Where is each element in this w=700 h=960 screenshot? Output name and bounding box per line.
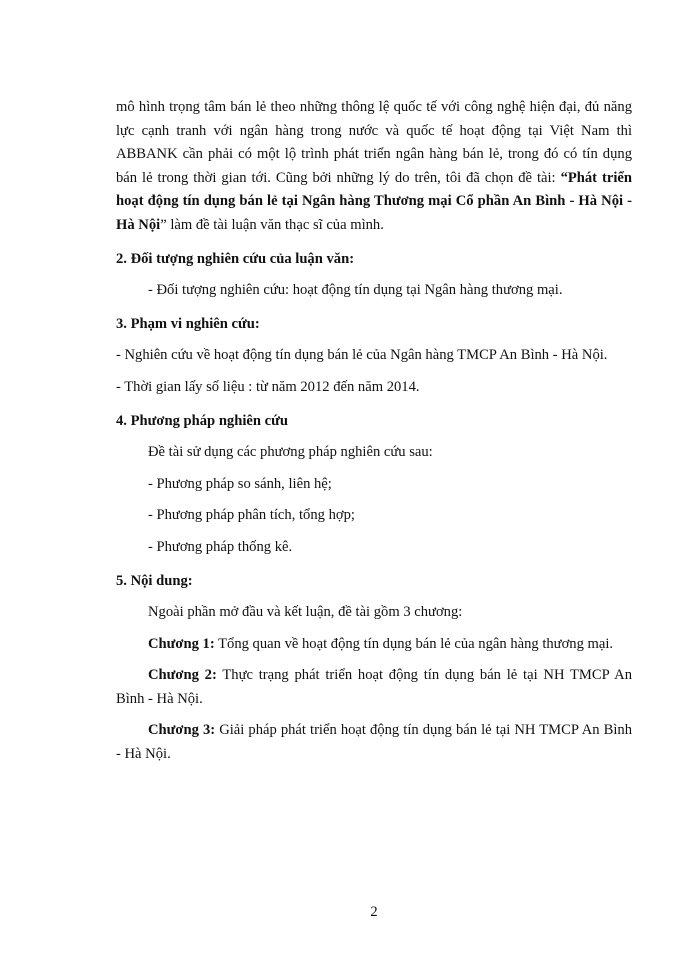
section-3-item-1: - Nghiên cứu về hoạt động tín dụng bán lẻ của Ngân hàng TMCP An Bình - Hà Nội. <box>116 347 608 364</box>
section-2-heading: 2. Đối tượng nghiên cứu của luận văn: <box>116 250 355 267</box>
section-4-intro: Đề tài sử dụng các phương pháp nghiên cứu sau: <box>148 444 433 461</box>
chapter-2-label: Chương 2: <box>148 667 217 684</box>
thesis-title: “Phát triển hoạt động tín dụng bán lẻ tại Ngân hàng Thương mại Cổ phần An Bình - Hà Nội - Hà Nội <box>116 169 632 233</box>
chapter-2-text: Thực trạng phát triển hoạt động tín dụng bán lẻ tại NH TMCP An Bình - Hà Nội. <box>116 667 632 707</box>
chapter-3 <box>116 719 632 766</box>
chapter-1-label: Chương 1: <box>148 635 215 652</box>
section-4-item-1: - Phương pháp so sánh, liên hệ; <box>148 475 332 492</box>
chapter-1 <box>116 633 632 657</box>
chapter-1-text: Tổng quan về hoạt động tín dụng bán lẻ của ngân hàng thương mại. <box>214 635 614 652</box>
chapter-3-label: Chương 3: <box>148 722 216 739</box>
section-4-item-2: - Phương pháp phân tích, tổng hợp; <box>148 507 355 524</box>
intro-text-2: ” làm đề tài luận văn thạc sĩ của mình. <box>160 216 384 233</box>
page-body <box>116 96 632 767</box>
intro-paragraph <box>116 96 632 238</box>
intro-text-1: mô hình trọng tâm bán lẻ theo những thông lệ quốc tế với công nghệ hiện đại, đủ năng lực cạnh tranh với ngân hàng trong nước và quốc tế hoạt động tại Việt Nam thì ABBANK cần phải có một lộ trình phát triển ngân hàng bán lẻ, trong đó có tín dụng bán lẻ trong thời gian tới. Cũng bởi những lý do trên, tôi đã chọn đề tài: <box>116 99 632 186</box>
section-5-heading: 5. Nội dung: <box>116 572 193 589</box>
section-2-item: - Đối tượng nghiên cứu: hoạt động tín dụng tại Ngân hàng thương mại. <box>148 282 563 299</box>
page-number: 2 <box>370 904 378 920</box>
section-5-intro: Ngoài phần mở đầu và kết luận, đề tài gồm 3 chương: <box>148 604 463 621</box>
section-3-item-2: - Thời gian lấy số liệu : từ năm 2012 đến năm 2014. <box>116 378 420 395</box>
chapter-2 <box>116 664 632 711</box>
section-4-heading: 4. Phương pháp nghiên cứu <box>116 412 288 429</box>
chapter-3-text: Giải pháp phát triển hoạt động tín dụng bán lẻ tại NH TMCP An Bình - Hà Nội. <box>116 722 632 763</box>
section-3-heading: 3. Phạm vi nghiên cứu: <box>116 315 260 332</box>
section-4-item-3: - Phương pháp thống kê. <box>148 538 293 555</box>
